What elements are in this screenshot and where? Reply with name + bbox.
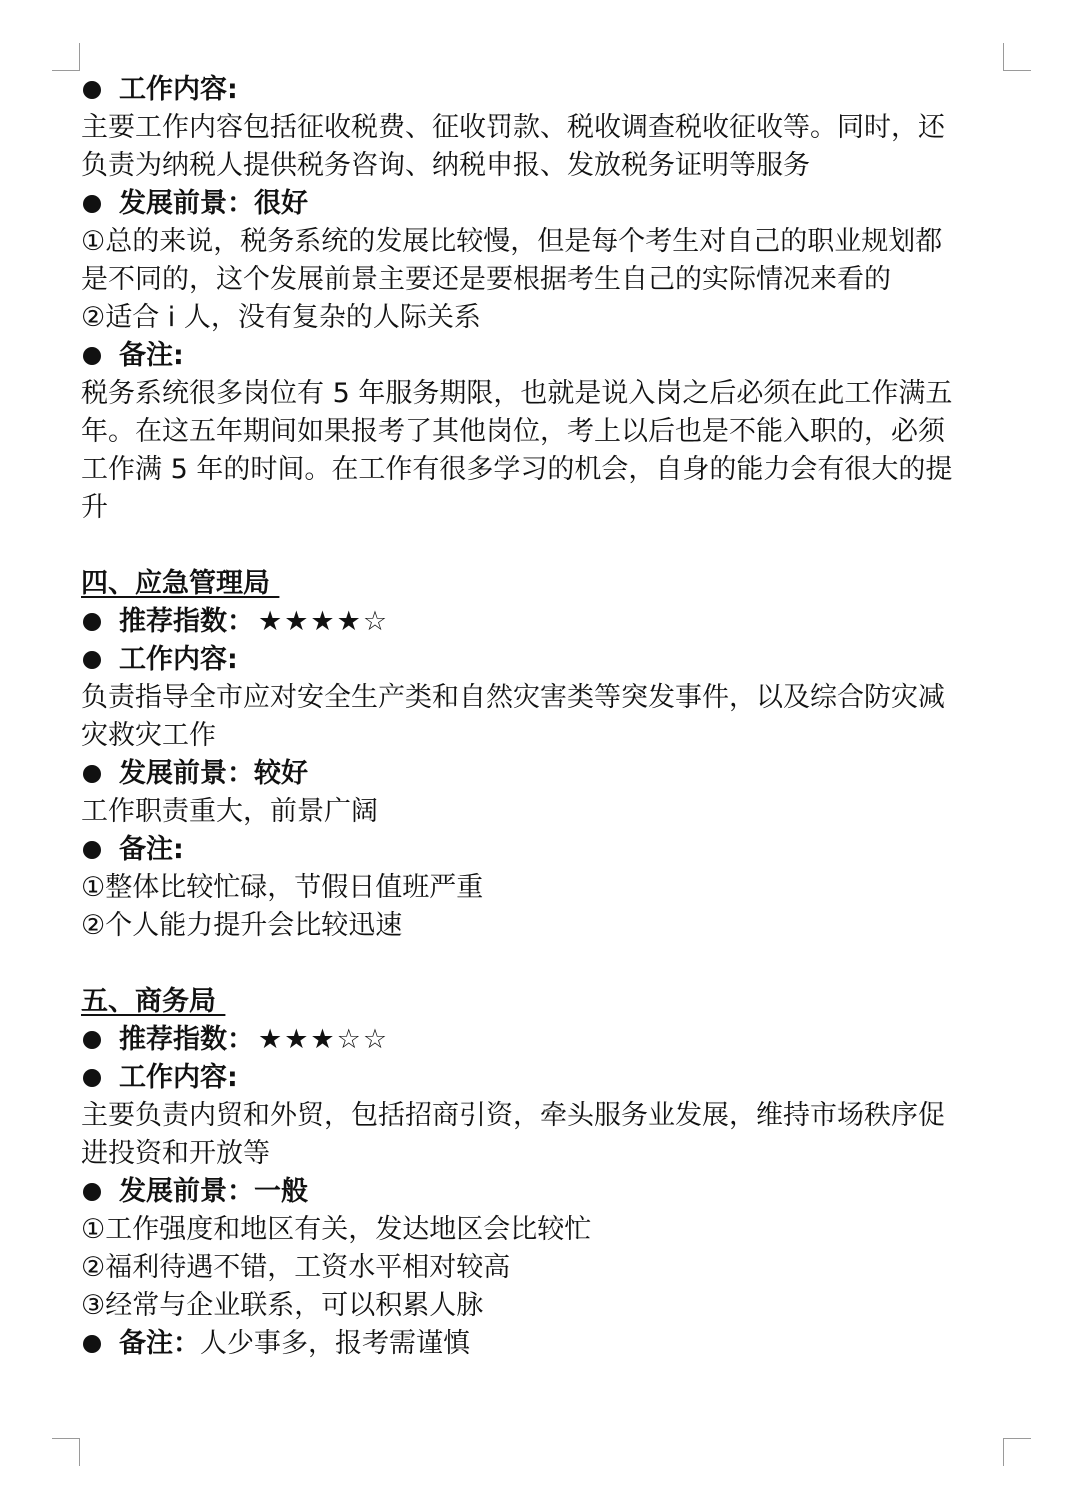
commerce-prospect-value: 一般 xyxy=(254,1176,308,1207)
emergency-work-line: 负责指导全市应对安全生产类和自然灾害类等突发事件，以及综合防灾减 xyxy=(81,682,945,713)
tax-prospect-value: 很好 xyxy=(254,188,308,219)
commerce-note-label: 备注： xyxy=(119,1328,200,1359)
tax-prospect-line: ①总的来说，税务系统的发展比较慢，但是每个考生对自己的职业规划都 xyxy=(81,226,943,257)
commerce-work-label: 工作内容: xyxy=(119,1062,238,1093)
commerce-prospect-line: ③经常与企业联系，可以积累人脉 xyxy=(81,1290,484,1321)
tax-prospect-line: ②适合 i 人，没有复杂的人际关系 xyxy=(81,302,481,333)
commerce-note-heading xyxy=(81,1325,1011,1363)
spacer xyxy=(81,527,1011,565)
commerce-work-heading xyxy=(81,1059,1011,1097)
commerce-rating xyxy=(81,1021,1011,1059)
commerce-prospect-label: 发展前景： xyxy=(119,1176,254,1207)
commerce-prospect-line: ①工作强度和地区有关，发达地区会比较忙 xyxy=(81,1214,592,1245)
tax-work-line: 主要工作内容包括征收税费、征收罚款、税收调查税收征收等。同时，还 xyxy=(81,112,945,143)
emergency-rating xyxy=(81,603,1011,641)
commerce-prospect-line: ②福利待遇不错，工资水平相对较高 xyxy=(81,1252,511,1283)
bullet-dot-icon xyxy=(83,1069,101,1087)
page-corner-mark-bottom-left xyxy=(52,1438,80,1466)
emergency-work-heading xyxy=(81,641,1011,679)
bullet-dot-icon xyxy=(83,613,101,631)
commerce-work-line: 主要负责内贸和外贸，包括招商引资，牵头服务业发展，维持市场秩序促 xyxy=(81,1100,945,1131)
bullet-dot-icon xyxy=(83,1183,101,1201)
bullet-dot-icon xyxy=(83,1031,101,1049)
tax-prospect-heading xyxy=(81,185,1011,223)
page-corner-mark-top-left xyxy=(52,43,80,71)
emergency-note-heading xyxy=(81,831,1011,869)
commerce-work-line: 进投资和开放等 xyxy=(81,1138,270,1169)
bullet-dot-icon xyxy=(83,81,101,99)
emergency-note-label: 备注: xyxy=(119,834,184,865)
emergency-work-line: 灾救灾工作 xyxy=(81,720,216,751)
commerce-prospect-heading xyxy=(81,1173,1011,1211)
bullet-dot-icon xyxy=(83,651,101,669)
commerce-rating-label: 推荐指数： xyxy=(119,1024,254,1055)
bullet-dot-icon xyxy=(83,195,101,213)
tax-note-heading xyxy=(81,337,1011,375)
tax-work-heading xyxy=(81,71,1011,109)
tax-note-line: 年。在这五年期间如果报考了其他岗位，考上以后也是不能入职的，必须 xyxy=(81,416,945,447)
tax-note-line: 升 xyxy=(81,492,108,523)
commerce-rating-stars-icon: ★★★☆☆ xyxy=(258,1024,390,1055)
emergency-rating-label: 推荐指数： xyxy=(119,606,254,637)
page-corner-mark-top-right xyxy=(1003,43,1031,71)
emergency-prospect-line: 工作职责重大，前景广阔 xyxy=(81,796,378,827)
emergency-prospect-heading xyxy=(81,755,1011,793)
bullet-dot-icon xyxy=(83,347,101,365)
bullet-dot-icon xyxy=(83,1335,101,1353)
tax-note-label: 备注: xyxy=(119,340,184,371)
document-body xyxy=(81,71,1011,1363)
tax-prospect-label: 发展前景： xyxy=(119,188,254,219)
tax-work-line: 负责为纳税人提供税务咨询、纳税申报、发放税务证明等服务 xyxy=(81,150,810,181)
spacer xyxy=(81,945,1011,983)
bullet-dot-icon xyxy=(83,841,101,859)
tax-prospect-line: 是不同的，这个发展前景主要还是要根据考生自己的实际情况来看的 xyxy=(81,264,891,295)
tax-note-line: 工作满 5 年的时间。在工作有很多学习的机会，自身的能力会有很大的提 xyxy=(81,454,953,485)
emergency-prospect-value: 较好 xyxy=(254,758,308,789)
section-title-commerce: 五、商务局 xyxy=(81,986,226,1017)
emergency-note-line: ②个人能力提升会比较迅速 xyxy=(81,910,403,941)
section-title-emergency: 四、应急管理局 xyxy=(81,568,280,599)
commerce-note-value: 人少事多，报考需谨慎 xyxy=(200,1328,470,1359)
bullet-dot-icon xyxy=(83,765,101,783)
page-corner-mark-bottom-right xyxy=(1003,1438,1031,1466)
emergency-rating-stars-icon: ★★★★☆ xyxy=(258,606,390,637)
tax-note-line: 税务系统很多岗位有 5 年服务期限，也就是说入岗之后必须在此工作满五 xyxy=(81,378,953,409)
tax-work-label: 工作内容: xyxy=(119,74,238,105)
emergency-prospect-label: 发展前景： xyxy=(119,758,254,789)
emergency-note-line: ①整体比较忙碌，节假日值班严重 xyxy=(81,872,484,903)
emergency-work-label: 工作内容: xyxy=(119,644,238,675)
